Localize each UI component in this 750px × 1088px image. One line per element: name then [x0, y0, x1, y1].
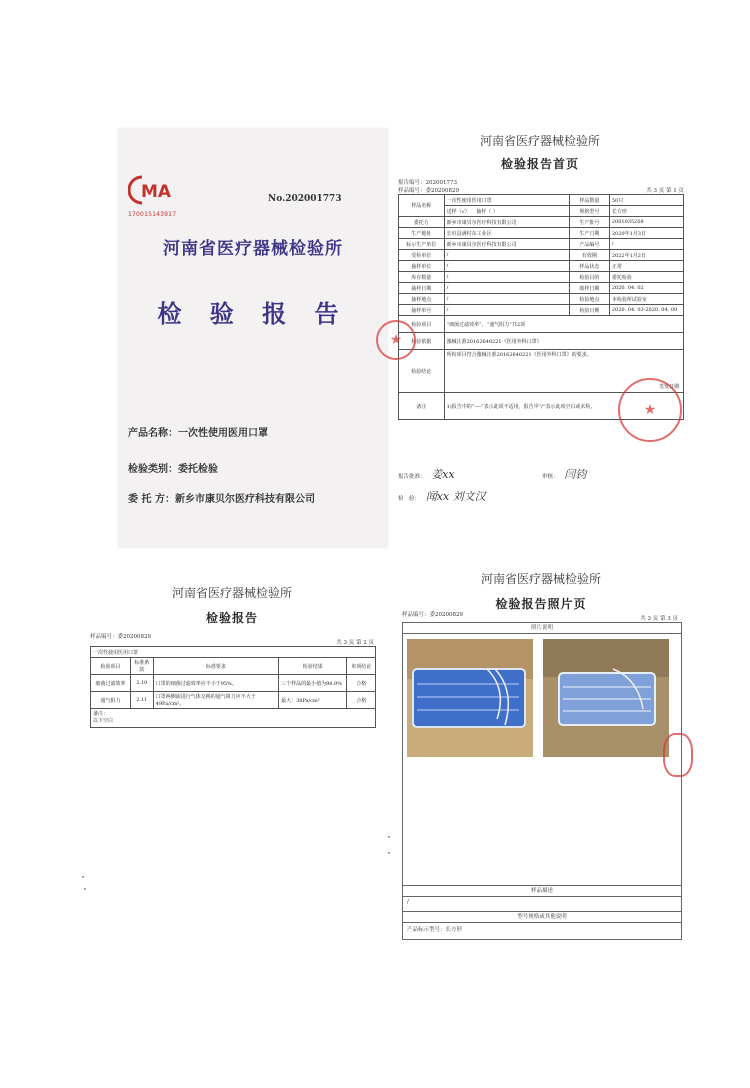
page-title: 检验报告首页: [500, 157, 579, 171]
cell-value: /: [444, 250, 569, 261]
product-label: 产品名称：: [128, 428, 178, 439]
table-cell: 最大：38Pa/cm²: [279, 692, 347, 709]
table-row: [399, 250, 684, 261]
cell-value: 2020. 04. 03-2020. 04. 09: [609, 305, 683, 316]
cell-label: 委托方: [399, 217, 445, 228]
table-row: [399, 239, 684, 250]
cell-value: “细菌过滤效率”、“通气阻力”共2项: [444, 316, 683, 333]
mask-photo-1: [407, 639, 533, 757]
report-number: No.202001773: [268, 194, 342, 204]
table-cell: 合格: [347, 675, 376, 692]
remark-cell: [91, 709, 376, 728]
seal-star-icon: ★: [389, 332, 403, 348]
cell-label: 受检单位: [399, 250, 445, 261]
page-info: 共 3 页 第 3 页: [640, 616, 678, 622]
official-seal-right: [618, 378, 682, 442]
sample-number: 样品编号：委20200829: [90, 634, 151, 640]
send-option: 送样（√）: [446, 208, 470, 215]
client-label: 委 托 方：: [128, 494, 175, 505]
cell-value: 2001035208: [609, 217, 683, 228]
cell-label: 规格型号: [569, 206, 609, 217]
cell-label: 检验地点: [569, 294, 609, 305]
cell-label: 检验结论: [399, 350, 445, 393]
auditor-row: [542, 466, 586, 482]
cell-value: 长方形: [609, 206, 683, 217]
cell-value: 50只: [609, 195, 683, 206]
mask-photo-2: [543, 639, 669, 757]
official-seal-left: [376, 320, 416, 360]
table-row: [399, 228, 684, 239]
approver-label: 报告批准：: [398, 474, 426, 480]
cell-value: 豫械注准20162640221《医用外科口罩》: [444, 333, 683, 350]
cell-label: 有效期: [569, 250, 609, 261]
conclusion-text: 所检项目符合豫械注准20162640221《医用外科口罩》的要求。: [446, 352, 592, 358]
cell-label: 检验项目: [399, 316, 445, 333]
cell-label: 产品编号: [569, 239, 609, 250]
scan-dot: [84, 888, 86, 890]
photo-table: [402, 622, 682, 940]
product-cell: 一次性使用医用口罩: [91, 647, 376, 658]
cell-value: /: [444, 305, 569, 316]
table-cell: 通气阻力: [91, 692, 131, 709]
table-cell: 合格: [347, 692, 376, 709]
spec-header: 型号规格或其他说明: [403, 911, 681, 923]
column-header: 单项结论: [347, 658, 376, 675]
report-second-page: [82, 576, 382, 776]
report-first-page: [389, 128, 688, 528]
scan-dot: [388, 836, 390, 838]
sample-number: 样品编号：委20200829: [402, 612, 463, 618]
cma-logo-text: MA: [141, 182, 172, 202]
category-label: 检验类别：: [128, 464, 178, 475]
table-row: [399, 272, 684, 283]
cma-mark-icon: [128, 174, 178, 206]
remark-label: 备注：: [93, 711, 109, 717]
cover-page: [118, 128, 388, 548]
results-table: [90, 646, 376, 728]
table-row: [399, 305, 684, 316]
product-field: [128, 424, 268, 439]
institute-name: 河南省医疗器械检验所: [171, 586, 292, 600]
sample-number: 样品编号：委20200829: [398, 188, 459, 194]
cell-label: 抽样单位: [399, 261, 445, 272]
product-value: 一次性使用医用口罩: [178, 428, 268, 439]
table-row: [399, 333, 684, 350]
photo-caption: 照片说明: [403, 623, 681, 634]
category-field: [128, 460, 218, 475]
approver-row: [398, 466, 455, 482]
cell-value: 2022年1月2日: [609, 250, 683, 261]
cell-value: 正常: [609, 261, 683, 272]
table-row: [399, 195, 684, 206]
column-header: 标准要求: [153, 658, 278, 675]
cell-value: 委托检验: [609, 272, 683, 283]
table-cell: 三个样品的最小值为98.9%: [279, 675, 347, 692]
cell-label: 检验日期: [569, 305, 609, 316]
page-title: 检验报告: [205, 611, 258, 625]
category-value: 委托检验: [178, 464, 218, 475]
table-cell: 2.10: [130, 675, 153, 692]
inspector-signature: 闻xx 刘文汉: [425, 490, 486, 503]
cell-value: /: [444, 294, 569, 305]
table-row: [91, 675, 376, 692]
institute-name: 河南省医疗器械检验所: [479, 134, 600, 148]
cell-label: 检验依据: [399, 333, 445, 350]
seal-date-note: 签发日期: [658, 384, 679, 390]
end-note: 以下空白: [93, 718, 114, 724]
report-photo-page: [396, 566, 686, 952]
cell-value: 新乡市康贝尔医疗科技有限公司: [444, 217, 569, 228]
table-cell: 口罩两侧面进行气体交换的通气阻力应不大于49Pa/cm²。: [153, 692, 278, 709]
inspector-row: [398, 488, 486, 504]
table-cell: 口罩的细菌过滤效率应不小于95%。: [153, 675, 278, 692]
cell-label: 抽样地点: [399, 294, 445, 305]
table-row: [91, 647, 376, 658]
cell-value: /: [444, 272, 569, 283]
table-header-row: [91, 658, 376, 675]
table-row: [399, 261, 684, 272]
cma-logo: [128, 174, 184, 218]
cell-label: 检验目的: [569, 272, 609, 283]
approver-signature: 姜xx: [431, 468, 455, 481]
cell-value: /: [444, 283, 569, 294]
report-title: 检 验 报 告: [157, 299, 349, 328]
cell-value: 本检验所试验室: [609, 294, 683, 305]
scan-dot: [388, 852, 390, 854]
cell-label: 抽样日期: [399, 283, 445, 294]
column-header: 检验项目: [91, 658, 131, 675]
column-header: 检验结果: [279, 658, 347, 675]
mask-photo-image: [407, 639, 533, 757]
cell-label: 生产日期: [569, 228, 609, 239]
cell-value: [444, 206, 569, 217]
cell-value: 新乡市康贝尔医疗科技有限公司: [444, 239, 569, 250]
cell-label: 抽样单号: [399, 305, 445, 316]
meta-block: [398, 178, 684, 194]
spec-value: 产品标示型号：长方形: [407, 927, 463, 933]
desc-value: /: [407, 899, 409, 905]
cell-value: 一次性使用医用口罩: [444, 195, 569, 206]
draw-option: 抽样（ ）: [476, 208, 498, 215]
report-number: 报告编号：202001773: [398, 180, 457, 186]
client-field: [128, 490, 315, 505]
table-row: [91, 709, 376, 728]
table-row: [399, 283, 684, 294]
cell-label: 生产地址: [399, 228, 445, 239]
cell-value: 2020年1月3日: [609, 228, 683, 239]
table-row: [399, 316, 684, 333]
table-row: [91, 692, 376, 709]
auditor-signature: 闫钧: [564, 468, 587, 481]
table-cell: 细菌过滤效率: [91, 675, 131, 692]
auditor-label: 审核：: [542, 474, 559, 480]
institute-name: 河南省医疗器械检验所: [480, 572, 601, 586]
table-cell: 2.11: [130, 692, 153, 709]
cell-label: 样品数量: [569, 195, 609, 206]
table-row: [399, 217, 684, 228]
cma-number: 170015143917: [128, 211, 177, 218]
cell-label: 标示生产单位: [399, 239, 445, 250]
mask-photo-image: [543, 639, 669, 757]
cell-label: 库存数量: [399, 272, 445, 283]
official-seal-edge: [663, 733, 693, 777]
cell-value: /: [609, 239, 683, 250]
page-info: 共 3 页 第 2 页: [336, 640, 374, 646]
inspector-label: 检 验：: [398, 496, 421, 502]
page-title: 检验报告照片页: [495, 597, 587, 611]
institute-name: 河南省医疗器械检验所: [163, 239, 343, 259]
column-header: 标准条款: [130, 658, 153, 675]
page-info: 共 3 页 第 1 页: [646, 188, 684, 194]
cell-label: 样品状态: [569, 261, 609, 272]
scan-dot: [82, 876, 84, 878]
table-row: [399, 294, 684, 305]
seal-star-icon: ★: [643, 402, 657, 418]
cell-value: 长垣县满村东工业区: [444, 228, 569, 239]
desc-header: 样品描述: [403, 885, 681, 897]
cell-value: 2020. 04. 02: [609, 283, 683, 294]
cell-label: 备注: [399, 393, 445, 420]
meta-row: [398, 186, 684, 194]
cell-value: 1)报告中的“----”表示此项不适用，报告中“/”表示此项空白或未检。: [444, 393, 683, 420]
client-value: 新乡市康贝尔医疗科技有限公司: [174, 494, 315, 505]
cell-label: 样品名称: [399, 195, 445, 217]
cell-value: /: [444, 261, 569, 272]
cell-label: 收样日期: [569, 283, 609, 294]
cell-label: 生产批号: [569, 217, 609, 228]
